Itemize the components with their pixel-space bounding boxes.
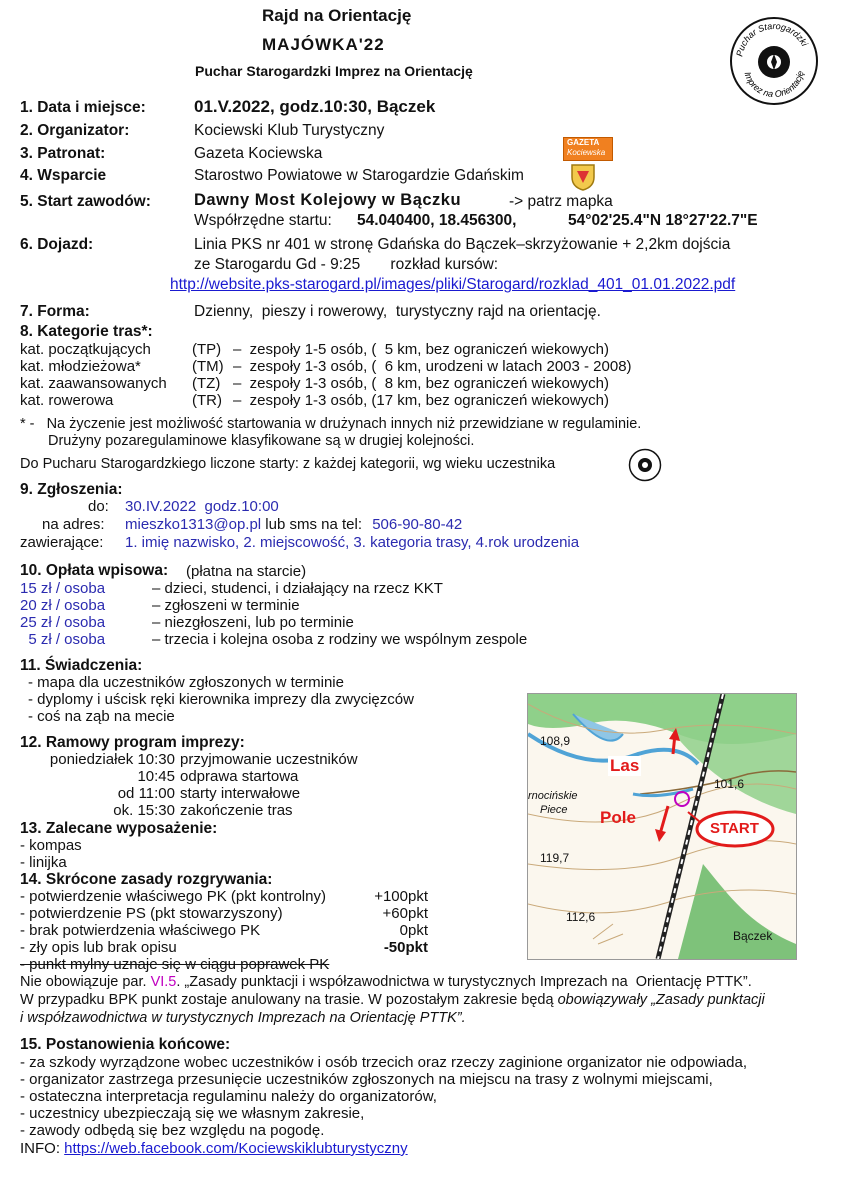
deadline-value: 30.IV.2022 godz.10:00 <box>125 498 279 515</box>
transport-line2: ze Starogardu Gd - 9:25 rozkład kursów: <box>194 256 499 273</box>
map-village-label: Bączek <box>733 929 773 943</box>
item3-label: 3. Patronat: <box>20 145 106 162</box>
rule-points: 0pkt <box>399 922 428 939</box>
benefit-item: - dyplomy i uścisk ręki kierownika imprezy dla zwycięzców <box>28 691 414 708</box>
category-note-1: * - Na życzenie jest możliwość startowania w drużynach innych niż przewidziane w regulaminie. <box>20 416 642 432</box>
map-forest-label: Las <box>610 756 640 775</box>
category-note-2: Drużyny pozaregulaminowe klasyfikowane są w drugiej kolejności. <box>48 433 475 449</box>
organizer: Kociewski Klub Turystyczny <box>194 122 385 139</box>
category-desc: – zespoły 1-3 osób, ( 6 km, urodzeni w latach 2003 - 2008) <box>233 358 632 375</box>
logo-text-bottom: Imprez na Orientację <box>742 69 806 100</box>
logo-text-top: Puchar Starogardzki <box>734 20 810 58</box>
final-item: - za szkody wyrządzone wobec uczestników i osób trzecich oraz rzeczy zaginione organizator nie odpowiada, <box>20 1054 748 1071</box>
map-height-label: 108,9 <box>540 734 571 748</box>
category-desc: – zespoły 1-3 osób, (17 km, bez ograniczeń wiekowych) <box>233 392 610 409</box>
category-name: kat. rowerowa <box>20 392 114 409</box>
equipment-title: 13. Zalecane wyposażenie: <box>20 820 218 837</box>
rules-para-2 <box>20 992 765 1008</box>
form: Dzienny, pieszy i rowerowy, turystyczny rajd na orientację. <box>194 303 601 320</box>
fee-title: 10. Opłata wpisowa: <box>20 562 169 579</box>
map-place-label: Piece <box>540 804 568 816</box>
phone[interactable]: 506-90-80-42 <box>372 516 463 533</box>
fee-title-note: (płatna na starcie) <box>186 563 307 580</box>
date-place: 01.V.2022, godz.10:30, Bączek <box>194 97 436 116</box>
final-item: - uczestnicy ubezpieczają się we własnym zakresie, <box>20 1105 365 1122</box>
benefits-title: 11. Świadczenia: <box>20 657 143 674</box>
sms-text: lub sms na tel: <box>261 516 367 533</box>
item1-label: 1. Data i miejsce: <box>20 99 146 116</box>
category-name: kat. początkujących <box>20 341 151 358</box>
coords-dms: 54°02'25.4"N 18°27'22.7"E <box>568 212 758 229</box>
category-code: (TR) <box>192 392 222 409</box>
rule-points: -50pkt <box>383 939 428 956</box>
program-activity: starty interwałowe <box>180 785 301 802</box>
rules-title: 14. Skrócone zasady rozgrywania: <box>20 871 273 888</box>
facebook-link[interactable]: https://web.facebook.com/Kociewskiklubturystyczny <box>64 1140 408 1157</box>
info-line <box>20 1140 408 1157</box>
rules-para-1 <box>20 974 752 990</box>
fee-desc: – niezgłoszeni, lub po terminie <box>152 614 354 631</box>
fee-desc: – zgłoszeni w terminie <box>152 597 300 614</box>
fee-desc: – trzecia i kolejna osoba z rodziny we wspólnym zespole <box>152 631 528 648</box>
header-title: Rajd na Orientację <box>262 6 412 25</box>
address-line <box>125 516 462 533</box>
rule-struck: - punkt mylny uznaje się w ciągu poprawek PK <box>20 956 330 973</box>
rules-ref: VI.5 <box>150 974 177 990</box>
address-label: na adres: <box>42 516 105 533</box>
categories-title: 8. Kategorie tras*: <box>20 323 153 340</box>
contains-value: 1. imię nazwisko, 2. miejscowość, 3. kategoria trasy, 4.rok urodzenia <box>125 534 580 551</box>
category-code: (TZ) <box>192 375 221 392</box>
benefit-item: - mapa dla uczestników zgłoszonych w terminie <box>28 674 344 691</box>
program-title: 12. Ramowy program imprezy: <box>20 734 245 751</box>
start-map <box>527 693 797 960</box>
program-time: 10:45 <box>137 768 175 785</box>
final-title: 15. Postanowienia końcowe: <box>20 1036 231 1053</box>
rules-para-3: i współzawodnictwa w turystycznych Imprezach na Orientację PTTK”. <box>20 1010 466 1026</box>
map-place-label: rnocińskie <box>528 790 578 802</box>
start-note: -> patrz mapka <box>509 193 613 210</box>
contains-label: zawierające: <box>20 534 104 551</box>
category-name: kat. młodzieżowa* <box>20 358 141 375</box>
item7-label: 7. Forma: <box>20 303 90 320</box>
category-name: kat. zaawansowanych <box>20 375 167 392</box>
rules-para-2b: obowiązywały „Zasady punktacji <box>557 992 765 1008</box>
info-label: INFO: <box>20 1140 65 1157</box>
rule-text: - zły opis lub brak opisu <box>20 939 177 956</box>
program-activity: zakończenie tras <box>180 802 293 819</box>
cup-logo <box>728 15 820 107</box>
start-place: Dawny Most Kolejowy w Bączku <box>194 191 462 209</box>
rules-para-1c: . „Zasady punktacji i współzawodnictwa w turystycznych Imprezach na Orientację PTTK”. <box>176 974 752 990</box>
item6-label: 6. Dojazd: <box>20 236 94 253</box>
support: Starostwo Powiatowe w Starogardzie Gdańskim <box>194 167 524 184</box>
program-activity: odprawa startowa <box>180 768 299 785</box>
coords-decimal: 54.040400, 18.456300, <box>357 212 517 229</box>
program-activity: przyjmowanie uczestników <box>180 751 358 768</box>
transport-line1: Linia PKS nr 401 w stronę Gdańska do Bączek–skrzyżowanie + 2,2km dojścia <box>194 236 731 253</box>
map-height-label: 112,6 <box>566 910 596 924</box>
map-start-label: START <box>710 820 759 837</box>
header-subtitle: Puchar Starogardzki Imprez na Orientację <box>195 63 473 79</box>
cup-logo-small-icon <box>628 448 662 486</box>
item5-label: 5. Start zawodów: <box>20 193 151 210</box>
rules-para-2a: W przypadku BPK punkt zostaje anulowany na trasie. W pozostałym zakresie będą <box>20 992 558 1008</box>
rule-points: +60pkt <box>382 905 428 922</box>
final-item: - ostateczna interpretacja regulaminu należy do organizatorów, <box>20 1088 437 1105</box>
equipment-item: - kompas <box>20 837 82 854</box>
program-time: od 11:00 <box>117 785 175 802</box>
program-time: ok. 15:30 <box>113 802 175 819</box>
coat-of-arms-icon <box>570 163 596 195</box>
deadline-label: do: <box>88 498 109 515</box>
category-code: (TM) <box>192 358 224 375</box>
map-height-label: 119,7 <box>540 851 570 865</box>
patron: Gazeta Kociewska <box>194 145 323 162</box>
item2-label: 2. Organizator: <box>20 122 130 139</box>
registration-title: 9. Zgłoszenia: <box>20 481 123 498</box>
final-item: - zawody odbędą się bez względu na pogodę. <box>20 1122 325 1139</box>
program-time: poniedziałek 10:30 <box>49 751 175 768</box>
gazeta-badge-bottom: Kociewska <box>567 148 606 157</box>
cup-note: Do Pucharu Starogardzkiego liczone starty: z każdej kategorii, wg wieku uczestnika <box>20 456 556 472</box>
rule-text: - potwierdzenie właściwego PK (pkt kontrolny) <box>20 888 326 905</box>
category-desc: – zespoły 1-5 osób, ( 5 km, bez ograniczeń wiekowych) <box>233 341 610 358</box>
rules-para-1a: Nie obowiązuje par. <box>20 974 151 990</box>
map-field-label: Pole <box>600 808 636 827</box>
equipment-item: - linijka <box>20 854 67 871</box>
email[interactable]: mieszko1313@op.pl <box>125 516 262 533</box>
coords-label: Współrzędne startu: <box>194 212 332 229</box>
item4-label: 4. Wsparcie <box>20 167 107 184</box>
fee-price: 15 zł / osoba <box>20 580 106 597</box>
gazeta-badge-top: GAZETA <box>567 138 600 147</box>
event-name: MAJÓWKA'22 <box>262 35 385 54</box>
fee-price: 25 zł / osoba <box>20 614 106 631</box>
gazeta-badge <box>563 137 613 161</box>
category-desc: – zespoły 1-3 osób, ( 8 km, bez ograniczeń wiekowych) <box>233 375 610 392</box>
rule-text: - brak potwierdzenia właściwego PK <box>20 922 261 939</box>
category-code: (TP) <box>192 341 222 358</box>
rule-text: - potwierdzenie PS (pkt stowarzyszony) <box>20 905 283 922</box>
timetable-link[interactable]: http://website.pks-starogard.pl/images/pliki/Starogard/rozklad_401_01.01.2022.pdf <box>170 276 736 293</box>
fee-price: 5 zł / osoba <box>20 631 106 648</box>
final-item: - organizator zastrzega przesunięcie uczestników zgłoszonych na miejscu na trasy z wolnymi miejscami, <box>20 1071 713 1088</box>
fee-desc: – dzieci, studenci, i działający na rzecz KKT <box>152 580 443 597</box>
fee-price: 20 zł / osoba <box>20 597 106 614</box>
rule-points: +100pkt <box>374 888 428 905</box>
map-height-label: 101,6 <box>714 777 745 791</box>
benefit-item: - coś na ząb na mecie <box>28 708 175 725</box>
